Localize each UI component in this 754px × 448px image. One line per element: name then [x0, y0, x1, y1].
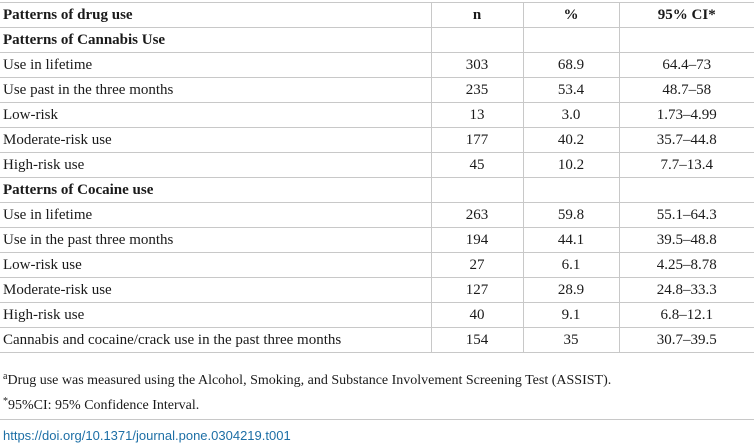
table-row [0, 253, 754, 278]
cell-ci: 30.7–39.5 [619, 328, 754, 353]
cell-ci: 4.25–8.78 [619, 253, 754, 278]
table-row [0, 153, 754, 178]
row-label: Patterns of Cocaine use [0, 178, 431, 203]
row-label: Low-risk use [0, 253, 431, 278]
cell-percent: 44.1 [523, 228, 619, 253]
cell-percent: 68.9 [523, 53, 619, 78]
cell-ci: 48.7–58 [619, 78, 754, 103]
row-label: Use in lifetime [0, 53, 431, 78]
footnote-asterisk [3, 393, 611, 418]
cell-n: 177 [431, 128, 523, 153]
cell-percent [523, 28, 619, 53]
cell-ci [619, 28, 754, 53]
header-patterns: Patterns of drug use [0, 3, 431, 28]
cell-n: 194 [431, 228, 523, 253]
cell-percent [523, 178, 619, 203]
table-body [0, 28, 754, 353]
header-ci: 95% CI* [619, 3, 754, 28]
table-row [0, 128, 754, 153]
header-n: n [431, 3, 523, 28]
table-row [0, 103, 754, 128]
table-header-row [0, 3, 754, 28]
cell-ci: 55.1–64.3 [619, 203, 754, 228]
cell-ci: 64.4–73 [619, 53, 754, 78]
table-row [0, 228, 754, 253]
table-row [0, 278, 754, 303]
row-label: Use in lifetime [0, 203, 431, 228]
row-label: Use in the past three months [0, 228, 431, 253]
cell-n: 235 [431, 78, 523, 103]
cell-percent: 53.4 [523, 78, 619, 103]
cell-n [431, 28, 523, 53]
bottom-divider [0, 419, 754, 420]
cell-ci: 24.8–33.3 [619, 278, 754, 303]
footnote-mark: a [3, 371, 8, 382]
cell-percent: 9.1 [523, 303, 619, 328]
footnote-mark: * [3, 396, 8, 407]
cell-ci [619, 178, 754, 203]
cell-n: 303 [431, 53, 523, 78]
cell-percent: 35 [523, 328, 619, 353]
cell-percent: 6.1 [523, 253, 619, 278]
row-label: Moderate-risk use [0, 128, 431, 153]
cell-n: 127 [431, 278, 523, 303]
cell-percent: 40.2 [523, 128, 619, 153]
cell-percent: 3.0 [523, 103, 619, 128]
cell-percent: 10.2 [523, 153, 619, 178]
row-label: Use past in the three months [0, 78, 431, 103]
table-row [0, 328, 754, 353]
footnote-text: Drug use was measured using the Alcohol, Smoking, and Substance Involvement Screening Test (ASSIST). [7, 373, 612, 388]
table-row [0, 53, 754, 78]
section-header-row [0, 178, 754, 203]
table-row [0, 78, 754, 103]
cell-ci: 39.5–48.8 [619, 228, 754, 253]
footnote-text: 95%CI: 95% Confidence Interval. [8, 398, 200, 413]
header-percent: % [523, 3, 619, 28]
section-header-row [0, 28, 754, 53]
row-label: Cannabis and cocaine/crack use in the past three months [0, 328, 431, 353]
row-label: Patterns of Cannabis Use [0, 28, 431, 53]
footnote-a [3, 368, 611, 393]
row-label: Low-risk [0, 103, 431, 128]
row-label: High-risk use [0, 303, 431, 328]
cell-n: 13 [431, 103, 523, 128]
cell-n: 40 [431, 303, 523, 328]
doi-link[interactable]: https://doi.org/10.1371/journal.pone.0304219.t001 [3, 428, 291, 443]
drug-use-table [0, 2, 754, 353]
row-label: Moderate-risk use [0, 278, 431, 303]
cell-ci: 35.7–44.8 [619, 128, 754, 153]
cell-ci: 1.73–4.99 [619, 103, 754, 128]
table-row [0, 303, 754, 328]
row-label: High-risk use [0, 153, 431, 178]
cell-ci: 6.8–12.1 [619, 303, 754, 328]
table-row [0, 203, 754, 228]
cell-n [431, 178, 523, 203]
cell-percent: 59.8 [523, 203, 619, 228]
cell-n: 154 [431, 328, 523, 353]
footnotes [3, 368, 611, 418]
cell-n: 45 [431, 153, 523, 178]
cell-n: 27 [431, 253, 523, 278]
cell-n: 263 [431, 203, 523, 228]
cell-ci: 7.7–13.4 [619, 153, 754, 178]
cell-percent: 28.9 [523, 278, 619, 303]
